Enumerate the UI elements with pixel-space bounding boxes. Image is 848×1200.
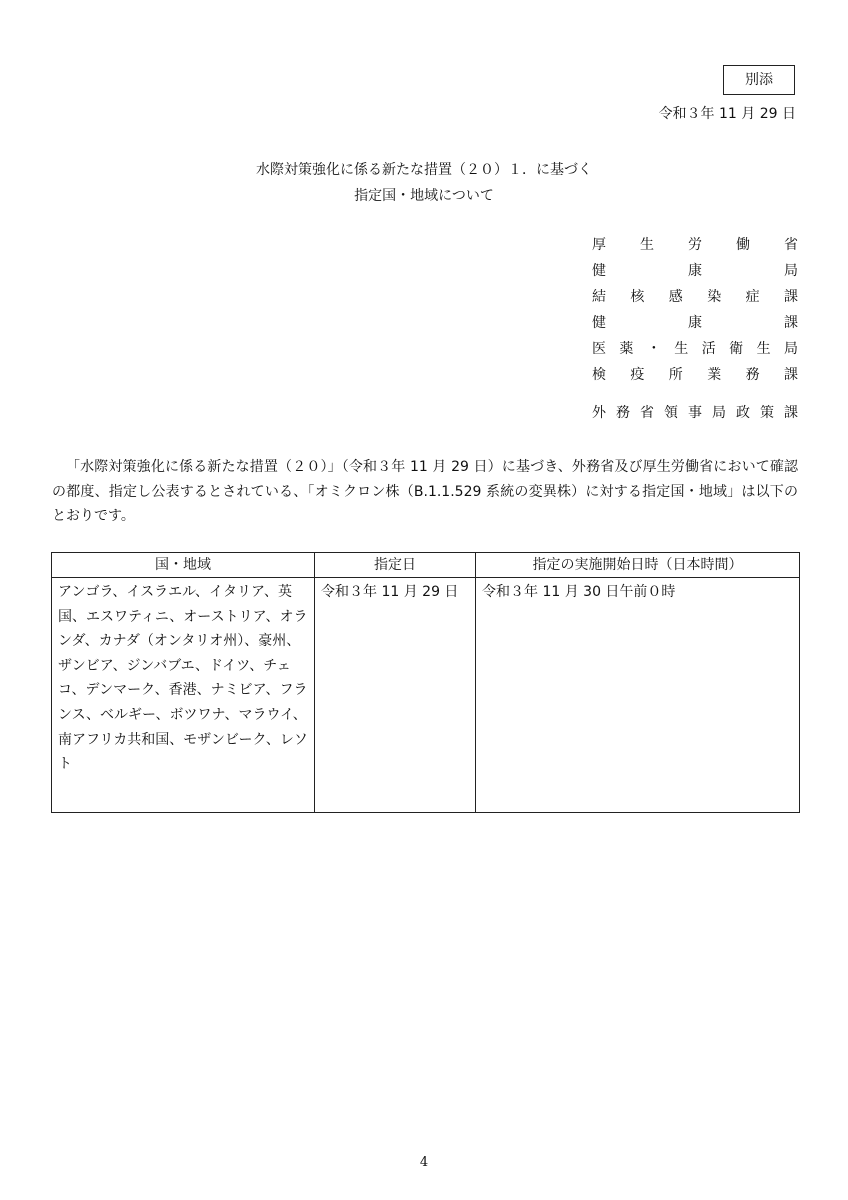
issuer-ministry-health: 厚生労働省 xyxy=(592,237,798,253)
document-title-line-1: 水際対策強化に係る新たな措置（２０）１．に基づく xyxy=(256,162,592,178)
document-date: 令和３年 11 月 29 日 xyxy=(658,106,796,122)
issuer-tuberculosis-division: 結核感染症課 xyxy=(592,289,798,305)
table-header-row xyxy=(52,553,800,578)
issuer-health-division: 健康課 xyxy=(592,315,798,331)
document-title-line-2: 指定国・地域について xyxy=(354,188,494,204)
cell-countries: アンゴラ、イスラエル、イタリア、英国、エスワティニ、オーストリア、オランダ、カナダ（オンタリオ州）、豪州、ザンビア、ジンバブエ、ドイツ、チェコ、デンマーク、香港、ナミビア、フランス、ベルギー、ボツワナ、マラウイ、南アフリカ共和国、モザンビーク、レソト xyxy=(52,578,315,813)
cell-start-datetime: 令和３年 11 月 30 日午前０時 xyxy=(476,578,800,813)
header-designation-date: 指定日 xyxy=(315,553,476,578)
table-row xyxy=(52,578,800,813)
body-paragraph: 「水際対策強化に係る新たな措置（２０）」（令和３年 11 月 29 日）に基づき、外務省及び厚生労働省において確認の都度、指定し公表するとされている、「オミクロン株（B.1.1.529 系統の変異株）に対する指定国・地域」は以下のとおりです。 xyxy=(52,459,798,524)
issuer-health-bureau: 健康局 xyxy=(592,263,798,279)
issuer-foreign-ministry: 外務省領事局政策課 xyxy=(592,405,798,421)
header-country-region: 国・地域 xyxy=(52,553,315,578)
designation-table xyxy=(51,552,800,813)
header-start-datetime: 指定の実施開始日時（日本時間） xyxy=(476,553,800,578)
issuer-pharma-bureau: 医薬・生活衛生局 xyxy=(592,341,798,357)
issuer-quarantine-division: 検疫所業務課 xyxy=(592,367,798,383)
page-number: 4 xyxy=(419,1155,429,1170)
attachment-label-box xyxy=(723,65,795,95)
attachment-label: 別添 xyxy=(745,72,773,88)
cell-designation-date: 令和３年 11 月 29 日 xyxy=(315,578,476,813)
